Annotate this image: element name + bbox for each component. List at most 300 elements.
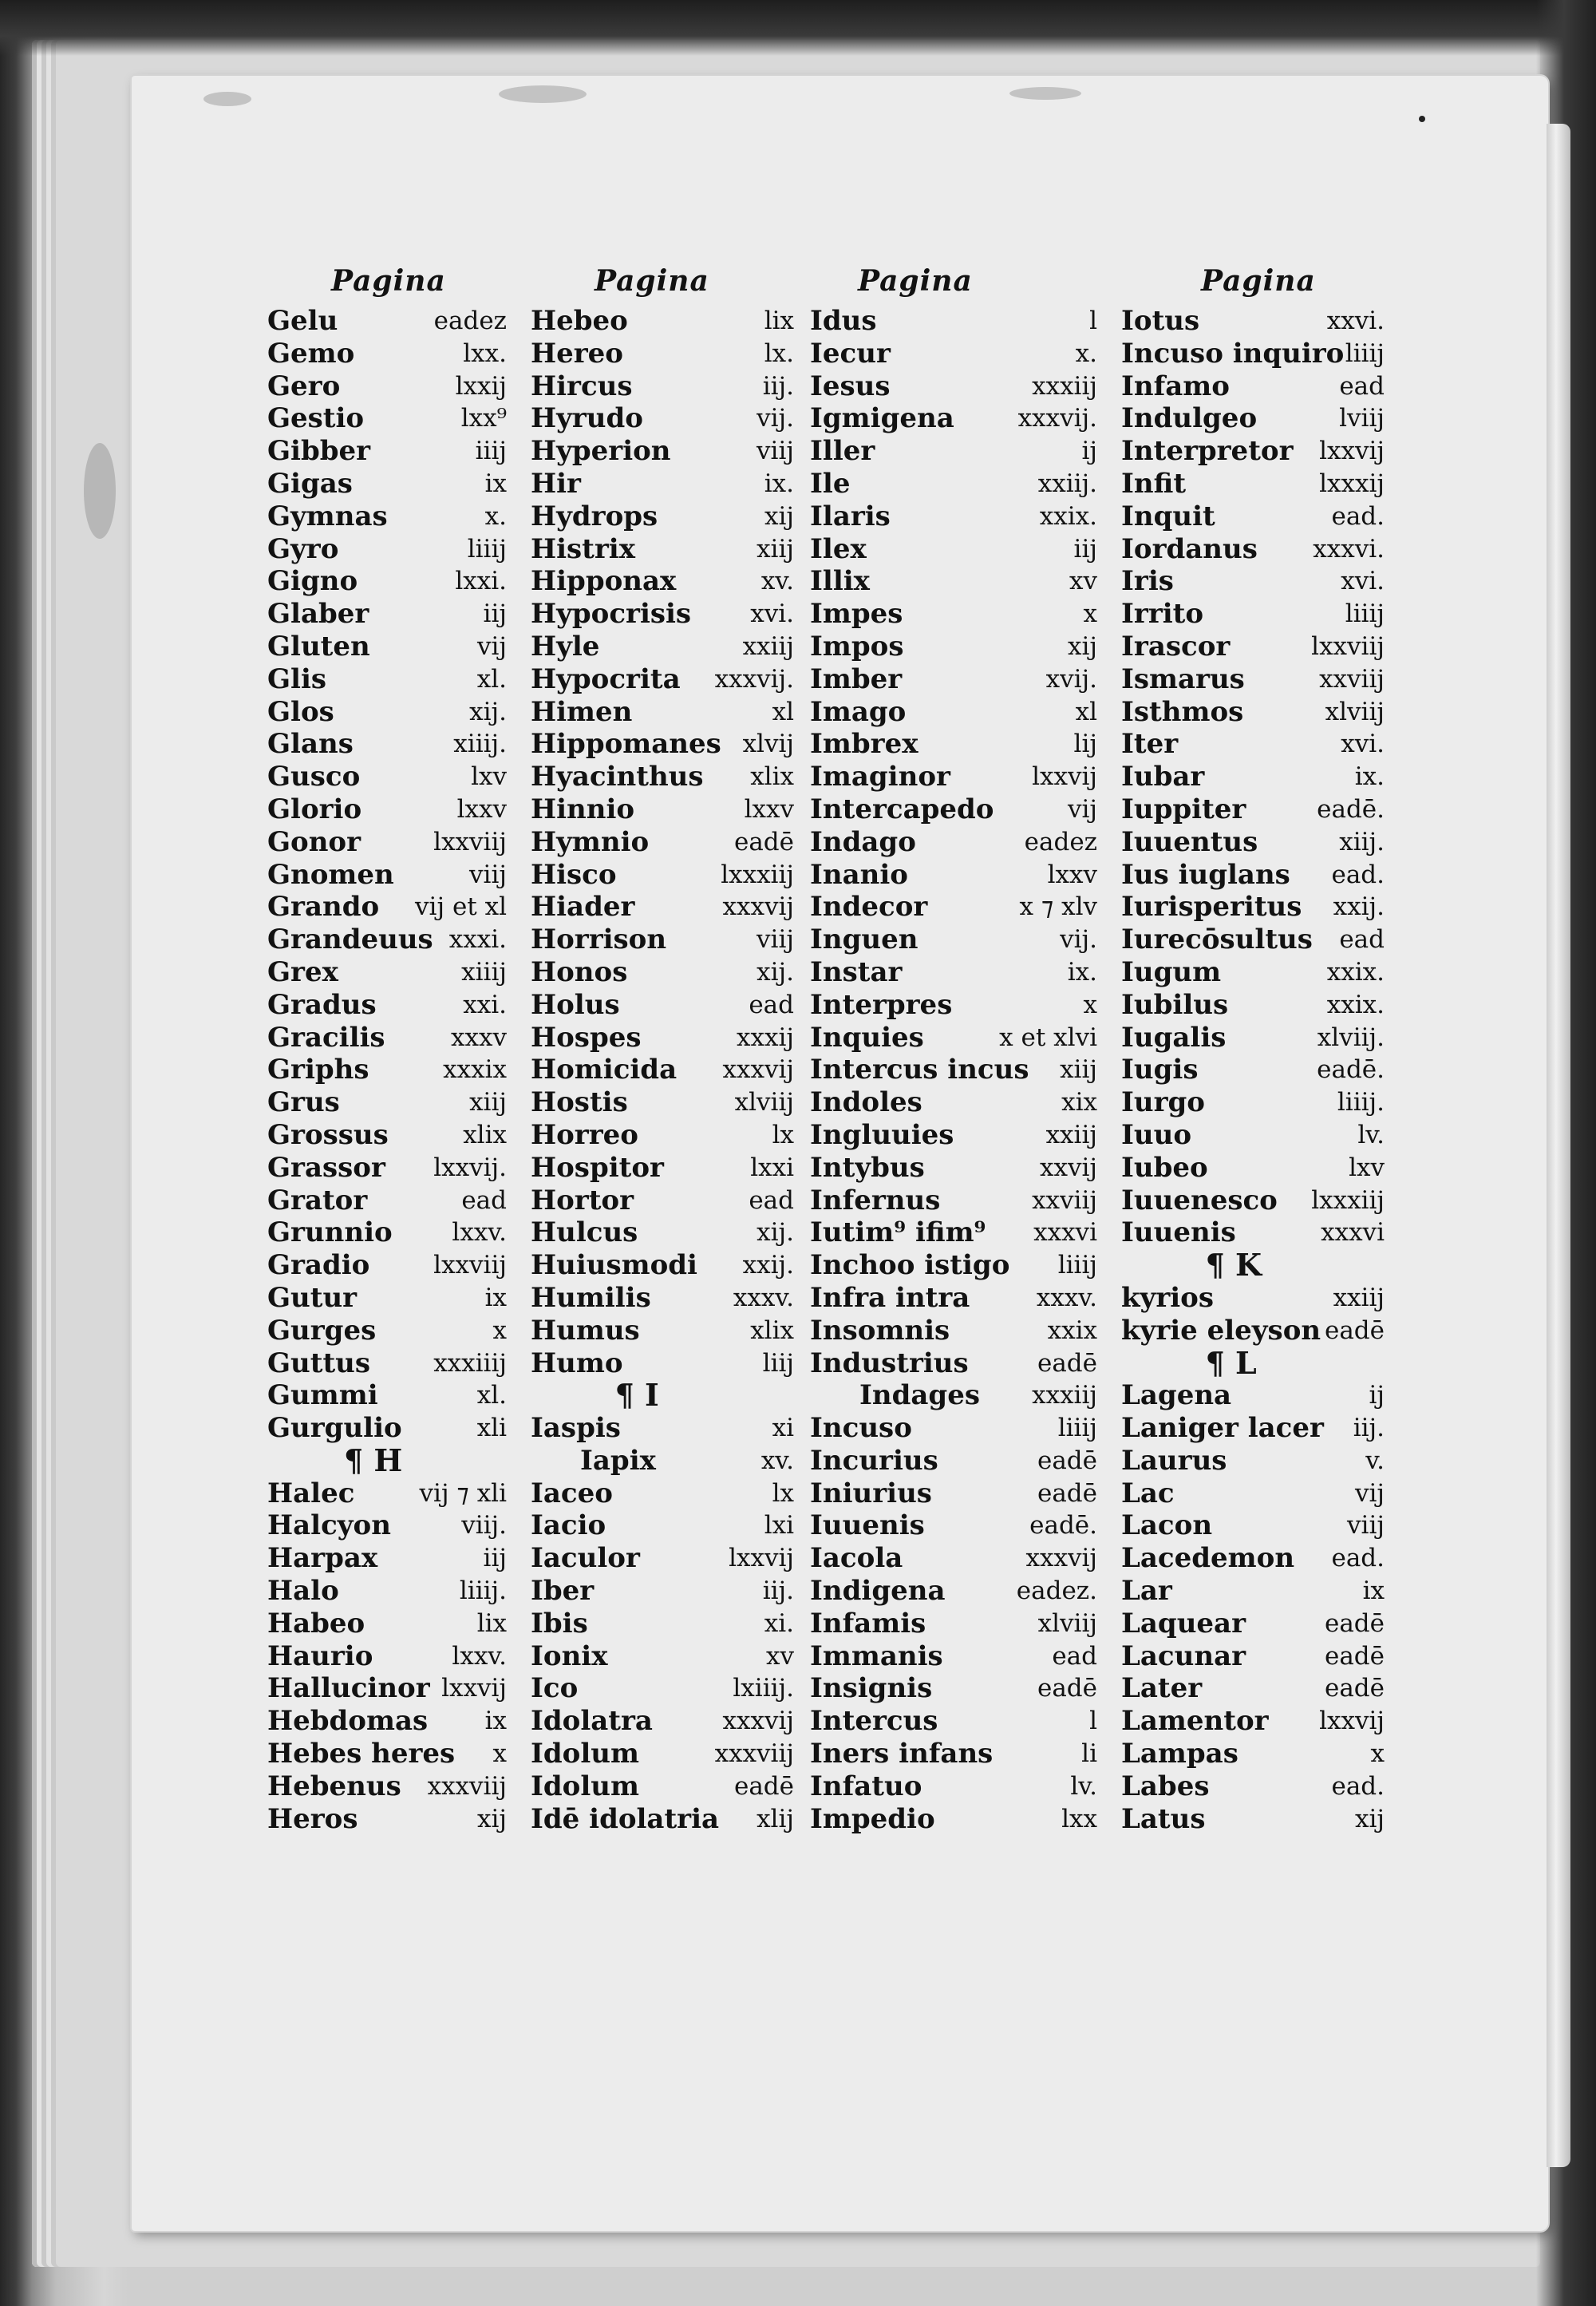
index-entry — [810, 435, 1097, 468]
entry-term: Gurges — [267, 1314, 377, 1347]
column-rows — [810, 305, 1097, 1835]
index-entry — [1121, 1608, 1385, 1640]
entry-page: xij — [1067, 631, 1097, 661]
index-entry — [267, 826, 507, 859]
index-entry — [810, 402, 1097, 435]
entry-term: Gradio — [267, 1249, 370, 1282]
index-entry — [267, 1119, 507, 1152]
entry-term: Hypocrita — [531, 663, 681, 695]
entry-term: ¶ L — [1205, 1344, 1257, 1381]
index-entry — [1121, 1542, 1385, 1575]
entry-page: xi — [772, 1414, 794, 1443]
entry-term: Ismarus — [1121, 663, 1245, 695]
entry-page: xlviij. — [1317, 1022, 1385, 1052]
entry-term: Iubilus — [1121, 988, 1229, 1021]
entry-term: Indulgeo — [1121, 402, 1258, 435]
entry-term: Gradus — [267, 988, 377, 1021]
entry-page: eadē — [733, 827, 794, 856]
entry-term: Igmigena — [810, 402, 954, 435]
entry-page: xvi. — [1341, 730, 1385, 759]
index-entry — [531, 989, 794, 1022]
entry-term: Lamentor — [1121, 1705, 1269, 1738]
entry-term: Hebeo — [531, 305, 628, 337]
index-entry — [267, 956, 507, 989]
entry-term: Ile — [810, 467, 851, 500]
entry-page: lix — [764, 307, 794, 335]
entry-page: xvi. — [750, 599, 794, 629]
entry-term: Indages — [859, 1379, 980, 1412]
entry-page: xxxij — [737, 1022, 794, 1052]
entry-page: eadez. — [1016, 1576, 1097, 1606]
entry-page: iij. — [1353, 1414, 1385, 1443]
entry-term: Hypocrisis — [531, 598, 692, 631]
entry-term: Iacio — [531, 1509, 606, 1542]
index-entry — [267, 565, 507, 598]
index-entry — [810, 533, 1097, 566]
index-entry — [531, 1119, 794, 1152]
index-entry — [1121, 631, 1385, 663]
entry-term: Infamo — [1121, 370, 1230, 402]
entry-term: Iners infans — [810, 1738, 994, 1770]
entry-term: Grassor — [267, 1151, 385, 1184]
entry-term: Impos — [810, 630, 904, 663]
entry-term: kyrie eleyson — [1121, 1314, 1321, 1347]
index-entry — [810, 1575, 1097, 1608]
entry-term: Laquear — [1121, 1607, 1246, 1640]
index-entry — [1121, 989, 1385, 1022]
entry-term: Irrito — [1121, 598, 1204, 631]
index-entry — [1121, 1022, 1385, 1054]
entry-term: Ibis — [531, 1607, 588, 1640]
entry-term: Gemo — [267, 337, 355, 370]
entry-term: Indago — [810, 825, 916, 858]
entry-term: Ionix — [531, 1640, 608, 1672]
index-column — [531, 263, 794, 1860]
entry-term: Iuppiter — [1121, 793, 1246, 825]
entry-page: x — [492, 1315, 507, 1345]
entry-term: Humilis — [531, 1281, 651, 1314]
entry-term: Hebdomas — [267, 1705, 429, 1738]
entry-term: Infatuo — [810, 1770, 922, 1802]
entry-page: lxxvij — [441, 1674, 507, 1703]
index-entry — [531, 598, 794, 631]
section-heading — [267, 1442, 507, 1478]
entry-term: Hyrudo — [531, 402, 643, 435]
index-entry — [531, 1086, 794, 1119]
entry-term: Iugis — [1121, 1054, 1199, 1086]
section-heading — [1121, 1344, 1385, 1381]
entry-term: Instar — [810, 955, 903, 988]
entry-page: lv. — [1070, 1771, 1097, 1801]
entry-term: Hyacinthus — [531, 761, 704, 793]
index-column — [1121, 263, 1385, 1860]
entry-page: eadez — [1024, 827, 1097, 856]
index-entry — [810, 1640, 1097, 1673]
entry-page: vij ⁊ xli — [419, 1478, 507, 1508]
entry-term: Hinnio — [531, 793, 635, 825]
entry-page: lxv — [1349, 1153, 1385, 1182]
index-entry — [267, 631, 507, 663]
entry-term: Grex — [267, 955, 338, 988]
entry-page: liij — [762, 1348, 794, 1378]
entry-term: Gyro — [267, 532, 339, 565]
stain — [203, 92, 251, 106]
column-rows — [531, 305, 794, 1835]
entry-page: eadē — [733, 1771, 794, 1801]
entry-term: Interpres — [810, 988, 953, 1021]
entry-page: iiij — [475, 437, 507, 466]
entry-term: Gurgulio — [267, 1412, 402, 1445]
entry-page: xxxviij — [427, 1771, 507, 1801]
index-entry — [531, 826, 794, 859]
entry-term: Irascor — [1121, 630, 1231, 663]
entry-page: xxix. — [1326, 990, 1385, 1019]
index-entry — [531, 728, 794, 761]
index-entry — [1121, 1152, 1385, 1185]
index-entry — [267, 1185, 507, 1217]
entry-page: xxxvi — [1033, 1218, 1097, 1248]
entry-term: Gutur — [267, 1281, 358, 1314]
index-entry — [267, 1022, 507, 1054]
entry-term: Iuuenis — [810, 1509, 925, 1542]
entry-term: Grando — [267, 891, 380, 924]
entry-term: Imaginor — [810, 761, 950, 793]
entry-term: Labes — [1121, 1770, 1210, 1802]
index-entry — [267, 1282, 507, 1315]
entry-page: liiij — [1057, 1251, 1097, 1280]
index-entry — [1121, 598, 1385, 631]
entry-page: lxxv — [1047, 860, 1097, 889]
entry-term: Griphs — [267, 1054, 369, 1086]
entry-page: vij — [476, 631, 507, 661]
entry-page: xv. — [760, 567, 794, 596]
entry-term: Lac — [1121, 1477, 1175, 1509]
index-entry — [531, 1282, 794, 1315]
index-entry — [267, 663, 507, 696]
index-entry — [1121, 565, 1385, 598]
entry-term: Latus — [1121, 1802, 1206, 1835]
entry-term: Iotus — [1121, 305, 1200, 337]
entry-term: Holus — [531, 988, 620, 1021]
entry-term: Lar — [1121, 1575, 1172, 1608]
index-entry — [810, 1705, 1097, 1738]
entry-page: x et xlvi — [999, 1022, 1097, 1052]
entry-page: x ⁊ xlv — [1019, 892, 1097, 922]
entry-page: l — [1089, 307, 1097, 335]
index-entry — [531, 1705, 794, 1738]
entry-term: Intercus — [810, 1705, 938, 1738]
entry-term: Insignis — [810, 1672, 933, 1705]
index-entry — [267, 728, 507, 761]
entry-term: Lagena — [1121, 1379, 1232, 1412]
index-entry — [1121, 1509, 1385, 1542]
index-entry — [531, 468, 794, 500]
entry-page: ead. — [1331, 1771, 1385, 1801]
entry-page: eadē — [1324, 1608, 1385, 1638]
entry-term: Gelu — [267, 305, 338, 337]
index-entry — [810, 305, 1097, 338]
index-entry — [267, 1054, 507, 1086]
entry-page: lx. — [764, 338, 794, 368]
index-entry — [531, 1249, 794, 1282]
entry-term: Idus — [810, 305, 877, 337]
index-entry — [1121, 468, 1385, 500]
index-entry — [810, 1152, 1097, 1185]
entry-term: Inguen — [810, 924, 918, 956]
index-entry — [810, 1379, 1097, 1412]
entry-page: xiij — [1060, 1055, 1097, 1085]
entry-page: xxxiij — [1032, 371, 1097, 401]
entry-term: Hospitor — [531, 1151, 664, 1184]
entry-page: lxxxiij — [1311, 1185, 1385, 1215]
entry-page: xxxv. — [1036, 1283, 1097, 1312]
entry-page: lxxvij — [1319, 437, 1385, 466]
entry-term: Halcyon — [267, 1509, 391, 1542]
entry-page: iij. — [762, 371, 794, 401]
entry-page: xxiij — [1333, 1283, 1385, 1312]
entry-page: lxxvij — [1032, 762, 1097, 792]
index-entry — [810, 1770, 1097, 1803]
entry-page: lij — [1073, 730, 1097, 759]
entry-page: xxxvij — [722, 1707, 794, 1736]
entry-term: Intercapedo — [810, 793, 994, 825]
index-entry — [1121, 1770, 1385, 1803]
entry-term: Hir — [531, 467, 581, 500]
entry-page: xxiij. — [1037, 469, 1097, 498]
column-heading: Pagina — [858, 264, 973, 298]
index-entry — [267, 598, 507, 631]
entry-page: vij. — [1060, 925, 1097, 955]
entry-term: Ius iuglans — [1121, 858, 1290, 891]
entry-page: xiiij. — [453, 730, 507, 759]
index-entry — [1121, 533, 1385, 566]
entry-page: iij — [483, 1544, 507, 1573]
entry-page: ead — [749, 1185, 794, 1215]
index-entry — [1121, 402, 1385, 435]
entry-term: Ilaris — [810, 500, 891, 532]
entry-term: Gero — [267, 370, 341, 402]
entry-term: Gestio — [267, 402, 365, 435]
index-entry — [1121, 1185, 1385, 1217]
entry-term: Inquit — [1121, 500, 1215, 532]
index-entry — [531, 370, 794, 403]
index-entry — [267, 761, 507, 793]
index-entry — [1121, 1640, 1385, 1673]
index-entry — [267, 468, 507, 500]
index-entry — [531, 1216, 794, 1249]
entry-page: xxxi. — [448, 925, 507, 955]
entry-page: xlix — [750, 762, 794, 792]
index-entry — [531, 1803, 794, 1836]
entry-page: lx — [772, 1478, 794, 1508]
entry-term: Humo — [531, 1347, 623, 1379]
index-entry — [810, 1445, 1097, 1477]
index-entry — [531, 1412, 794, 1445]
entry-term: Idolum — [531, 1738, 639, 1770]
index-entry — [267, 500, 507, 533]
index-entry — [267, 924, 507, 956]
entry-term: Hortor — [531, 1184, 634, 1216]
entry-term: Grus — [267, 1086, 340, 1119]
entry-page: lxxv. — [452, 1641, 507, 1671]
entry-page: eadē — [1324, 1674, 1385, 1703]
index-entry — [810, 1054, 1097, 1086]
index-entry — [531, 1672, 794, 1705]
index-entry — [267, 696, 507, 729]
entry-page: liiij — [1345, 338, 1385, 368]
index-entry — [267, 1640, 507, 1673]
index-entry — [267, 1086, 507, 1119]
index-column — [810, 263, 1097, 1860]
entry-page: viij. — [461, 1511, 507, 1541]
entry-term: Hisco — [531, 858, 617, 891]
column-heading: Pagina — [595, 264, 709, 298]
index-entry — [810, 1542, 1097, 1575]
index-entry — [1121, 305, 1385, 338]
index-entry — [531, 1022, 794, 1054]
entry-term: Iter — [1121, 728, 1179, 761]
index-entry — [531, 500, 794, 533]
entry-term: Gymnas — [267, 500, 388, 532]
entry-term: Iurisperitus — [1121, 891, 1302, 924]
index-entry — [810, 1185, 1097, 1217]
entry-term: Iurgo — [1121, 1086, 1205, 1119]
entry-page: ead. — [1331, 501, 1385, 531]
entry-page: lxx. — [463, 338, 507, 368]
entry-term: Horreo — [531, 1118, 638, 1151]
entry-term: Halo — [267, 1575, 339, 1608]
index-entry — [810, 761, 1097, 793]
index-entry — [267, 891, 507, 924]
index-entry — [1121, 500, 1385, 533]
entry-term: Harpax — [267, 1542, 378, 1575]
entry-term: Hebenus — [267, 1770, 401, 1802]
index-entry — [810, 1022, 1097, 1054]
entry-term: Glis — [267, 663, 327, 695]
index-entry — [531, 631, 794, 663]
entry-term: Iurecōsultus — [1121, 924, 1313, 956]
index-entry — [1121, 1705, 1385, 1738]
entry-page: xl — [1075, 697, 1097, 726]
entry-term: Iacola — [810, 1542, 903, 1575]
entry-page: xxxvij — [722, 1055, 794, 1085]
index-entry — [267, 1738, 507, 1770]
entry-term: Illix — [810, 565, 870, 598]
entry-term: Iubar — [1121, 761, 1205, 793]
entry-page: iij — [1073, 534, 1097, 564]
index-entry — [267, 989, 507, 1022]
entry-term: Gluten — [267, 630, 370, 663]
index-entry — [1121, 1803, 1385, 1836]
entry-page: lix — [476, 1608, 507, 1638]
entry-term: Intercus incus — [810, 1054, 1029, 1086]
entry-term: Hipponax — [531, 565, 677, 598]
entry-term: Intybus — [810, 1151, 925, 1184]
entry-page: xxix — [1047, 1315, 1097, 1345]
index-entry — [531, 924, 794, 956]
index-entry — [531, 565, 794, 598]
index-entry — [810, 1249, 1097, 1282]
index-entry — [531, 1640, 794, 1673]
entry-term: Impedio — [810, 1802, 935, 1835]
entry-term: Iris — [1121, 565, 1174, 598]
entry-term: Iesus — [810, 370, 891, 402]
entry-page: xxix. — [1326, 957, 1385, 987]
index-entry — [1121, 1575, 1385, 1608]
entry-term: ¶ K — [1205, 1247, 1262, 1284]
entry-page: xiij. — [1339, 827, 1385, 856]
entry-page: ead — [461, 1185, 507, 1215]
page-dot — [1419, 116, 1425, 122]
entry-page: lxx — [1061, 1804, 1097, 1833]
index-entry — [267, 1249, 507, 1282]
entry-term: Hostis — [531, 1086, 628, 1119]
entry-term: Insomnis — [810, 1314, 950, 1347]
entry-term: Haurio — [267, 1640, 373, 1672]
entry-term: Gusco — [267, 761, 361, 793]
entry-page: xxiij — [742, 631, 794, 661]
entry-page: eadē. — [1317, 1055, 1385, 1085]
stain — [499, 85, 587, 103]
entry-page: vij — [1067, 794, 1097, 824]
entry-term: Honos — [531, 955, 628, 988]
index-entry — [531, 956, 794, 989]
index-entry — [810, 598, 1097, 631]
index-entry — [1121, 1379, 1385, 1412]
entry-term: Incuso — [810, 1412, 912, 1445]
entry-page: lxxv — [744, 794, 794, 824]
entry-page: ij — [1081, 437, 1097, 466]
entry-page: lxxv — [456, 794, 507, 824]
entry-page: ix — [1362, 1576, 1385, 1606]
index-entry — [810, 989, 1097, 1022]
entry-page: ead. — [1331, 860, 1385, 889]
index-entry — [810, 370, 1097, 403]
index-entry — [1121, 728, 1385, 761]
entry-term: Iugalis — [1121, 1021, 1227, 1054]
entry-page: ix — [484, 1707, 507, 1736]
entry-page: lxxxiij — [721, 860, 794, 889]
index-entry — [1121, 1412, 1385, 1445]
entry-page: xxxvij — [722, 892, 794, 922]
entry-page: xij. — [469, 697, 507, 726]
index-entry — [810, 1803, 1097, 1836]
entry-term: Glans — [267, 728, 354, 761]
entry-term: Hyle — [531, 630, 600, 663]
index-entry — [1121, 1315, 1385, 1347]
entry-page: lxxviij — [433, 827, 507, 856]
entry-page: xlix — [463, 1120, 507, 1149]
entry-term: Grandeuus — [267, 924, 433, 956]
index-entry — [810, 696, 1097, 729]
stain — [84, 443, 116, 539]
entry-term: Later — [1121, 1672, 1203, 1705]
index-entry — [531, 1770, 794, 1803]
index-entry — [267, 1575, 507, 1608]
entry-page: xij. — [757, 957, 794, 987]
entry-page: ead — [1052, 1641, 1097, 1671]
entry-term: Humus — [531, 1314, 640, 1347]
entry-page: xij — [1354, 1804, 1385, 1833]
index-entry — [531, 1542, 794, 1575]
entry-page: viij — [469, 860, 507, 889]
index-entry — [1121, 956, 1385, 989]
entry-term: Grossus — [267, 1118, 389, 1151]
entry-page: eadez — [433, 307, 507, 335]
entry-page: ix. — [1354, 762, 1385, 792]
entry-page: xxi. — [463, 990, 507, 1019]
index-entry — [1121, 826, 1385, 859]
